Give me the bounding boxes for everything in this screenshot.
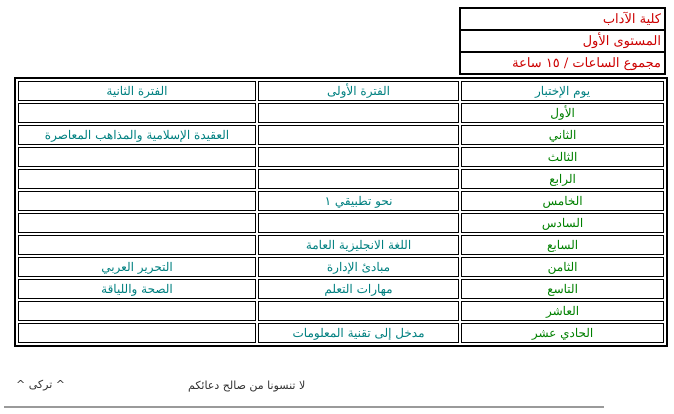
cell-period1: مدخل إلى تقنية المعلومات bbox=[258, 323, 459, 343]
cell-period2: العقيدة الإسلامية والمذاهب المعاصرة bbox=[18, 125, 256, 145]
info-table bbox=[459, 7, 666, 75]
cell-period2 bbox=[18, 213, 256, 233]
footer-signature: ^ ترکی ^ bbox=[16, 378, 65, 391]
footer-note: لا تنسونا من صالح دعائكم bbox=[188, 379, 306, 392]
cell-day: الخامس bbox=[461, 191, 664, 211]
exam-schedule-table bbox=[14, 77, 668, 347]
table-row bbox=[18, 103, 664, 123]
table-row bbox=[18, 191, 664, 211]
college-name: كلية الآداب bbox=[460, 8, 665, 30]
cell-day: التاسع bbox=[461, 279, 664, 299]
table-row bbox=[18, 125, 664, 145]
header-period1: الفترة الأولى bbox=[258, 81, 459, 101]
table-row bbox=[18, 147, 664, 167]
cell-period2 bbox=[18, 191, 256, 211]
cell-period1 bbox=[258, 103, 459, 123]
cell-period1: مهارات التعلم bbox=[258, 279, 459, 299]
cell-period2 bbox=[18, 169, 256, 189]
table-row bbox=[18, 235, 664, 255]
level-label: المستوى الأول bbox=[460, 30, 665, 52]
schedule-header-row bbox=[18, 81, 664, 101]
cell-day: الرابع bbox=[461, 169, 664, 189]
cell-period1 bbox=[258, 125, 459, 145]
cell-period2: التحرير العربي bbox=[18, 257, 256, 277]
cell-period1: اللغة الانجليزية العامة bbox=[258, 235, 459, 255]
table-row bbox=[18, 279, 664, 299]
cell-period1 bbox=[258, 147, 459, 167]
cell-period1: مبادئ الإدارة bbox=[258, 257, 459, 277]
cell-day: الثامن bbox=[461, 257, 664, 277]
footer-divider bbox=[4, 406, 604, 408]
cell-period1: نحو تطبيقي ١ bbox=[258, 191, 459, 211]
cell-day: الثاني bbox=[461, 125, 664, 145]
cell-period2: الصحة واللياقة bbox=[18, 279, 256, 299]
cell-period2 bbox=[18, 103, 256, 123]
cell-day: الحادي عشر bbox=[461, 323, 664, 343]
header-day: يوم الإختبار bbox=[461, 81, 664, 101]
cell-day: العاشر bbox=[461, 301, 664, 321]
table-row bbox=[18, 301, 664, 321]
table-row bbox=[18, 213, 664, 233]
cell-day: الأول bbox=[461, 103, 664, 123]
header-period2: الفترة الثانية bbox=[18, 81, 256, 101]
cell-period1 bbox=[258, 213, 459, 233]
cell-period1 bbox=[258, 169, 459, 189]
cell-period2 bbox=[18, 301, 256, 321]
cell-day: السابع bbox=[461, 235, 664, 255]
cell-period2 bbox=[18, 147, 256, 167]
table-row bbox=[18, 257, 664, 277]
table-row bbox=[18, 169, 664, 189]
cell-day: الثالث bbox=[461, 147, 664, 167]
cell-period2 bbox=[18, 323, 256, 343]
cell-period2 bbox=[18, 235, 256, 255]
cell-day: السادس bbox=[461, 213, 664, 233]
table-row bbox=[18, 323, 664, 343]
schedule-body bbox=[18, 103, 664, 343]
total-hours: مجموع الساعات / ١٥ ساعة bbox=[460, 52, 665, 74]
cell-period1 bbox=[258, 301, 459, 321]
